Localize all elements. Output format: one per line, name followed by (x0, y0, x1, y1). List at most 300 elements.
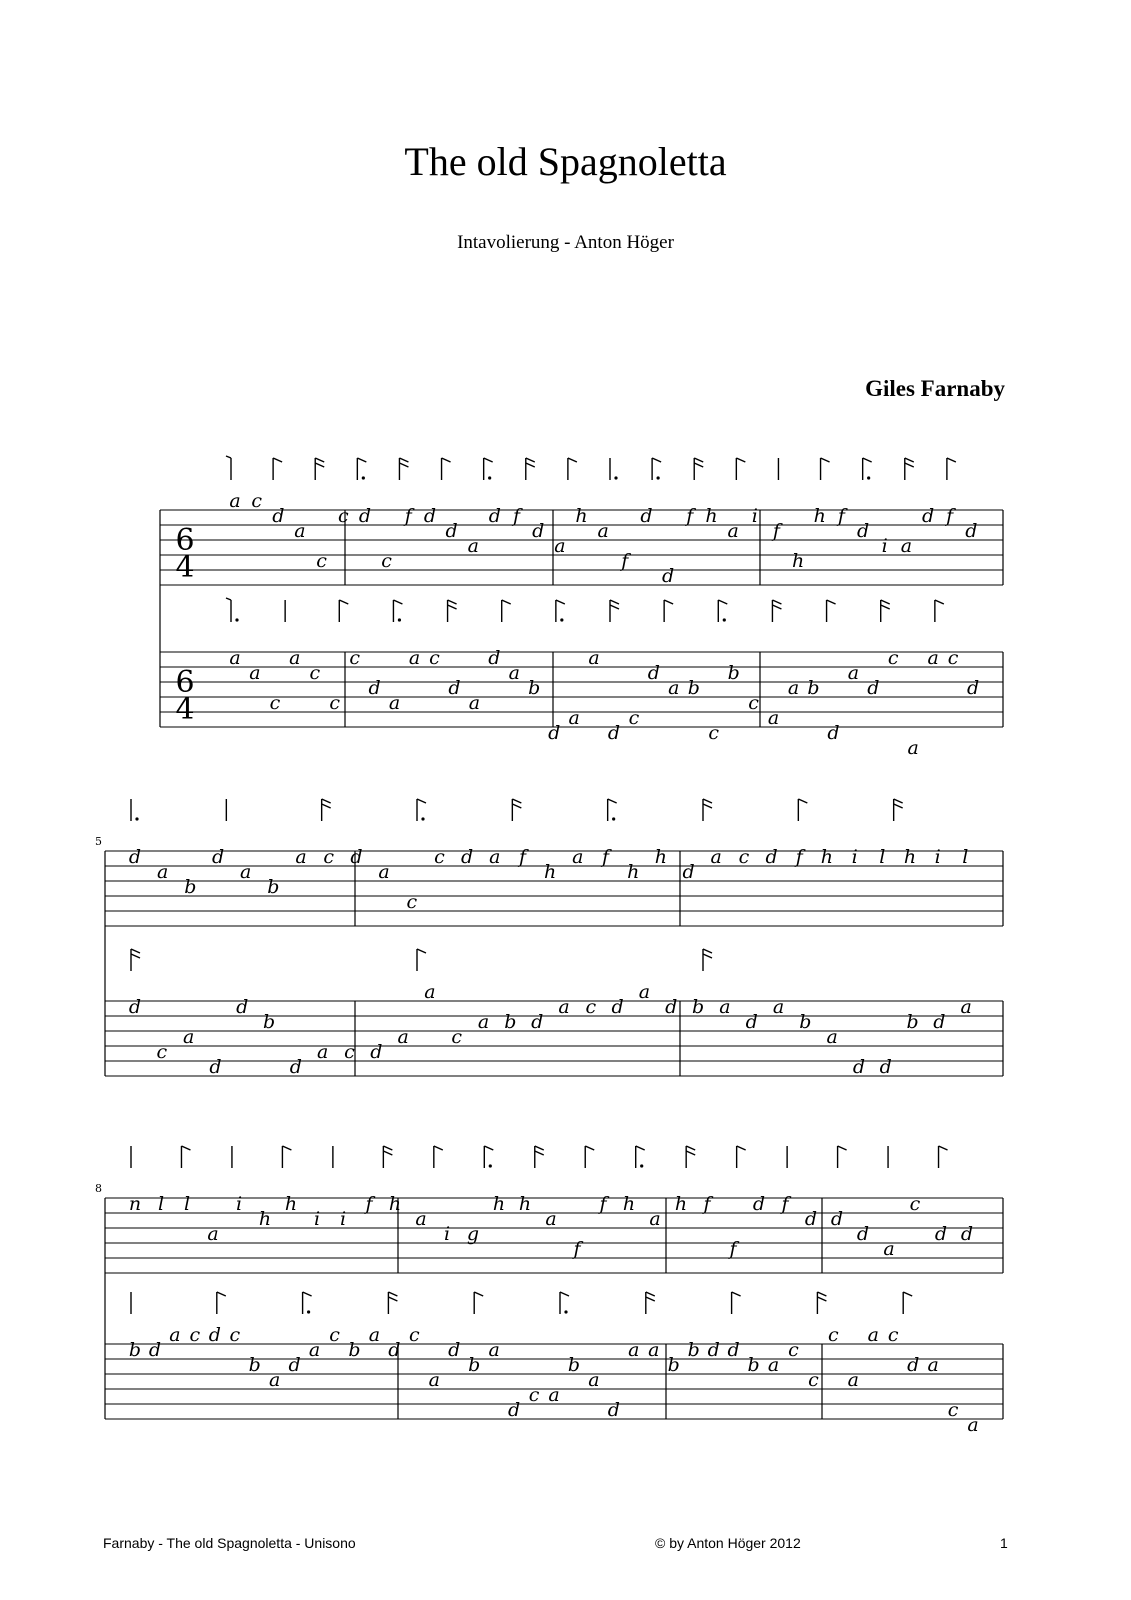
tab-letter: b (468, 1354, 481, 1376)
tab-letter: c (585, 996, 597, 1018)
tab-letter: a (588, 647, 600, 669)
tab-letter: d (358, 505, 372, 527)
tab-letter: h (388, 1193, 402, 1215)
rhythm-flag (388, 1297, 397, 1301)
tab-letter: f (703, 1193, 711, 1215)
tab-letter: d (488, 505, 501, 527)
tab-letter: h (492, 1193, 506, 1215)
tab-letter: a (558, 996, 570, 1018)
tab-letter: i (313, 1208, 321, 1230)
tab-letter: d (488, 647, 501, 669)
rhythm-flag (556, 600, 565, 604)
rhythm-flag (703, 799, 712, 803)
tab-letter: a (787, 677, 800, 699)
rhythm-flag (905, 463, 914, 467)
rhythm-flag (442, 458, 451, 462)
tab-letter: c (156, 1041, 168, 1063)
tab-letter: a (169, 1324, 181, 1346)
tab-letter: l (962, 846, 969, 868)
tab-letter: a (289, 647, 301, 669)
tab-letter: d (607, 1399, 620, 1421)
rhythm-flag (399, 458, 408, 462)
rhythm-flag (226, 598, 231, 600)
rhythm-flag (434, 1146, 443, 1150)
rhythm-dot (640, 1164, 643, 1167)
rhythm-flag (339, 600, 348, 604)
tab-letter: d (448, 677, 461, 699)
tab-letter: c (406, 891, 418, 913)
tab-letter: b (687, 1339, 700, 1361)
tab-letter: h (813, 505, 826, 527)
rhythm-flag (512, 799, 521, 803)
tab-letter: a (368, 1324, 381, 1346)
rhythm-flag (388, 1292, 397, 1296)
tab-letter: b (267, 876, 280, 898)
rhythm-flag (585, 1146, 594, 1150)
tab-letter: h (544, 861, 557, 883)
time-signature-top: 6 (175, 665, 195, 700)
tab-letter: a (847, 662, 860, 684)
rhythm-flag (703, 954, 712, 958)
tab-letter: d (508, 1399, 521, 1421)
tab-letter: l (157, 1193, 165, 1215)
tab-letter: d (647, 662, 660, 684)
tab-letter: d (966, 677, 980, 699)
tab-letter: a (597, 520, 609, 542)
tab-letter: h (284, 1193, 298, 1215)
tab-letter: b (567, 1354, 581, 1376)
tab-letter: f (729, 1238, 737, 1260)
tab-letter: c (269, 692, 281, 714)
tab-letter: d (209, 1056, 222, 1078)
tab-letter: f (795, 846, 803, 868)
rhythm-flag (217, 1292, 226, 1296)
tab-letter: i (751, 505, 758, 527)
tab-letter: a (294, 520, 306, 542)
rhythm-dot (657, 476, 660, 479)
rhythm-flag (417, 799, 426, 803)
tab-letter: a (568, 707, 580, 729)
rhythm-flag (474, 1292, 483, 1296)
tab-letter: f (946, 505, 954, 527)
time-signature-top: 6 (175, 523, 195, 558)
tab-letter: g (466, 1223, 480, 1245)
tab-letter: a (428, 1369, 440, 1391)
tab-letter: f (686, 505, 694, 527)
tab-letter: a (883, 1238, 895, 1260)
rhythm-flag (694, 458, 703, 462)
rhythm-dot (135, 817, 138, 820)
rhythm-dot (307, 1310, 310, 1313)
rhythm-dot (421, 817, 424, 820)
rhythm-flag (322, 799, 331, 803)
rhythm-flag (315, 458, 324, 462)
time-signature-bottom: 4 (175, 692, 195, 727)
rhythm-flag (817, 1292, 826, 1296)
tab-letter: n (128, 1193, 142, 1215)
tab-letter: d (765, 846, 778, 868)
rhythm-flag (484, 458, 493, 462)
tab-letter: a (648, 1339, 660, 1361)
tab-letter: a (548, 1384, 560, 1406)
tab-letter: c (309, 662, 321, 684)
rhythm-flag (646, 1292, 655, 1296)
tab-letter: f (772, 520, 780, 542)
rhythm-flag (535, 1151, 544, 1155)
tab-letter: a (927, 647, 939, 669)
arranger-credit: Intavolierung - Anton Höger (457, 232, 674, 253)
tab-letter: a (967, 1414, 979, 1436)
tab-letter: c (947, 647, 959, 669)
footer-page-number: 1 (1000, 1535, 1008, 1551)
tab-letter: c (887, 1324, 899, 1346)
tab-letter: h (674, 1193, 688, 1215)
tab-letter: b (727, 662, 740, 684)
tab-letter: f (573, 1238, 581, 1260)
tab-letter: d (707, 1339, 720, 1361)
rhythm-flag (181, 1146, 190, 1150)
rhythm-dot (564, 1310, 567, 1313)
rhythm-flag (608, 799, 617, 803)
tab-letter: d (933, 1011, 946, 1033)
tab-letter: c (451, 1026, 463, 1048)
tab-letter: c (337, 505, 349, 527)
tab-letter: c (323, 846, 335, 868)
tab-letter: a (727, 520, 739, 542)
rhythm-flag (610, 600, 619, 604)
tab-letter: h (903, 846, 917, 868)
rhythm-flag (322, 804, 331, 808)
rhythm-dot (723, 618, 726, 621)
rhythm-flag (399, 463, 408, 467)
tab-letter: d (531, 1011, 544, 1033)
tab-letter: b (348, 1339, 361, 1361)
tab-letter: b (262, 1011, 276, 1033)
tab-letter: c (434, 846, 445, 868)
rhythm-flag (718, 600, 727, 604)
rhythm-flag (636, 1146, 645, 1150)
tab-letter: a (927, 1354, 939, 1376)
tab-letter: d (445, 520, 458, 542)
tab-letter: a (415, 1208, 427, 1230)
tab-letter: i (851, 846, 858, 868)
tab-letter: h (705, 505, 718, 527)
rhythm-flag (732, 1292, 741, 1296)
tab-letter: c (329, 1324, 340, 1346)
tab-letter: d (907, 1354, 920, 1376)
tab-letter: a (207, 1223, 219, 1245)
rhythm-flag (315, 463, 324, 467)
rhythm-flag (894, 799, 903, 803)
tab-letter: d (804, 1208, 818, 1230)
tab-letter: c (628, 707, 640, 729)
tab-letter: a (900, 535, 913, 557)
tab-letter: c (409, 1324, 420, 1346)
tab-letter: a (229, 647, 241, 669)
tab-letter: b (248, 1354, 261, 1376)
tab-letter: a (157, 861, 169, 883)
tab-letter: d (934, 1223, 948, 1245)
tab-letter: d (611, 996, 624, 1018)
rhythm-dot (867, 476, 870, 479)
tab-letter: d (665, 996, 678, 1018)
rhythm-flag (686, 1146, 695, 1150)
tab-letter: i (881, 535, 888, 557)
rhythm-flag (417, 949, 426, 953)
tab-letter: d (211, 846, 225, 868)
rhythm-dot (560, 618, 563, 621)
composer-name: Giles Farnaby (865, 376, 1005, 401)
tab-letter: a (182, 1026, 195, 1048)
tab-letter: d (236, 996, 249, 1018)
rhythm-flag (736, 458, 745, 462)
rhythm-flag (303, 1292, 312, 1296)
rhythm-flag (694, 463, 703, 467)
rhythm-flag (686, 1151, 695, 1155)
rhythm-flag (798, 799, 807, 803)
tab-letter: b (906, 1011, 919, 1033)
tab-letter: c (251, 490, 262, 512)
tab-letter: a (572, 846, 584, 868)
tab-letter: b (799, 1011, 812, 1033)
tab-letter: d (662, 565, 675, 587)
tab-letter: d (856, 1223, 870, 1245)
rhythm-flag (646, 1297, 655, 1301)
tab-letter: d (448, 1339, 461, 1361)
tab-letter: i (339, 1208, 347, 1230)
rhythm-flag (448, 605, 457, 609)
tab-letter: l (183, 1193, 191, 1215)
rhythm-flag (939, 1146, 948, 1150)
tab-letter: a (468, 692, 481, 714)
tab-letter: a (240, 861, 252, 883)
tab-letter: c (748, 692, 759, 714)
tab-letter: a (826, 1026, 838, 1048)
tab-letter: a (489, 846, 501, 868)
tab-letter: c (349, 647, 361, 669)
tab-letter: b (128, 1339, 142, 1361)
rhythm-flag (947, 458, 956, 462)
tab-letter: d (289, 1056, 302, 1078)
tab-letter: a (668, 677, 680, 699)
rhythm-flag (131, 954, 140, 958)
tab-letter: a (767, 1354, 780, 1376)
tab-letter: d (830, 1208, 844, 1230)
tab-letter: h (258, 1208, 272, 1230)
rhythm-flag (273, 458, 282, 462)
tab-letter: c (788, 1339, 799, 1361)
tab-letter: c (381, 550, 392, 572)
tab-letter: a (847, 1369, 859, 1391)
time-signature-bottom: 4 (175, 550, 195, 585)
tab-letter: d (856, 520, 870, 542)
rhythm-flag (131, 949, 140, 953)
tab-letter: a (249, 662, 261, 684)
tab-letter: b (528, 677, 541, 699)
tab-letter: a (867, 1324, 879, 1346)
rhythm-flag (560, 1292, 569, 1296)
tab-letter: d (128, 846, 142, 868)
rhythm-flag (903, 1292, 912, 1296)
rhythm-dot (398, 618, 401, 621)
tab-letter: d (745, 1011, 758, 1033)
rhythm-flag (484, 1146, 493, 1150)
tab-letter: d (921, 505, 935, 527)
tab-letter: c (316, 550, 327, 572)
tab-letter: a (628, 1339, 640, 1361)
tab-letter: d (128, 996, 142, 1018)
tab-letter: d (288, 1354, 301, 1376)
tab-letter: f (365, 1193, 373, 1215)
tab-letter: b (807, 677, 820, 699)
tab-letter: h (575, 505, 588, 527)
rhythm-flag (772, 605, 781, 609)
tab-letter: h (820, 846, 834, 868)
rhythm-flag (838, 1146, 847, 1150)
tab-letter: d (461, 846, 474, 868)
tab-letter: b (691, 996, 705, 1018)
rhythm-flag (772, 600, 781, 604)
rhythm-flag (821, 458, 830, 462)
tab-letter: b (504, 1011, 517, 1033)
tab-letter: b (667, 1354, 680, 1376)
tab-letter: d (148, 1339, 162, 1361)
tab-letter: f (599, 1193, 607, 1215)
tab-letter: d (640, 505, 653, 527)
tab-letter: a (554, 535, 566, 557)
rhythm-dot (235, 618, 238, 621)
tab-letter: f (837, 505, 845, 527)
rhythm-flag (652, 458, 661, 462)
tab-letter: a (229, 490, 241, 512)
rhythm-flag (863, 458, 872, 462)
footer-copyright: © by Anton Höger 2012 (655, 1535, 801, 1551)
tab-letter: a (388, 692, 401, 714)
tab-letter: a (710, 846, 722, 868)
tab-letter: d (752, 1193, 766, 1215)
rhythm-flag (610, 605, 619, 609)
tab-letter: c (229, 1324, 241, 1346)
tab-letter: a (488, 1339, 500, 1361)
rhythm-flag (383, 1151, 392, 1155)
rhythm-flag (357, 458, 366, 462)
tab-letter: f (404, 505, 412, 527)
rhythm-flag (817, 1297, 826, 1301)
tab-letter: a (767, 707, 780, 729)
tab-letter: a (638, 981, 651, 1003)
measure-number: 8 (95, 1182, 102, 1195)
rhythm-flag (393, 600, 402, 604)
rhythm-flag (282, 1146, 291, 1150)
tab-letter: i (934, 846, 941, 868)
footer-left: Farnaby - The old Spagnoletta - Unisono (103, 1535, 356, 1551)
tab-letter: a (295, 846, 307, 868)
tab-letter: l (879, 846, 886, 868)
rhythm-flag (894, 804, 903, 808)
rhythm-flag (881, 605, 890, 609)
tab-letter: a (719, 996, 731, 1018)
tab-letter: d (727, 1339, 740, 1361)
rhythm-flag (535, 1146, 544, 1150)
tab-letter: d (272, 505, 285, 527)
tab-letter: i (443, 1223, 451, 1245)
rhythm-flag (568, 458, 577, 462)
tab-letter: a (317, 1041, 329, 1063)
tab-letter: c (429, 647, 440, 669)
rhythm-dot (362, 476, 365, 479)
tab-letter: d (548, 722, 561, 744)
rhythm-flag (935, 600, 944, 604)
rhythm-flag (664, 600, 673, 604)
rhythm-flag (512, 804, 521, 808)
rhythm-dot (489, 1164, 492, 1167)
rhythm-flag (526, 458, 535, 462)
tab-letter: h (622, 1193, 636, 1215)
tab-letter: f (601, 846, 610, 868)
tab-letter: d (350, 846, 363, 868)
tab-letter: a (960, 996, 972, 1018)
tab-letter: f (621, 550, 629, 572)
tab-letter: d (370, 1041, 383, 1063)
tab-letter: a (477, 1011, 490, 1033)
tab-letter: a (408, 647, 421, 669)
rhythm-flag (448, 600, 457, 604)
tab-letter: a (308, 1339, 321, 1361)
tab-letter: h (791, 550, 805, 572)
rhythm-flag (502, 600, 511, 604)
tab-letter: d (960, 1223, 974, 1245)
tab-letter: h (518, 1193, 532, 1215)
tab-letter: c (909, 1193, 921, 1215)
tab-letter: f (513, 505, 521, 527)
tab-letter: d (208, 1324, 221, 1346)
rhythm-flag (827, 600, 836, 604)
tab-letter: c (708, 722, 720, 744)
tab-letter: c (887, 647, 899, 669)
tab-letter: a (545, 1208, 557, 1230)
rhythm-flag (881, 600, 890, 604)
tab-letter: d (879, 1056, 892, 1078)
tab-letter: c (808, 1369, 819, 1391)
tab-letter: a (397, 1026, 409, 1048)
tab-letter: d (852, 1056, 866, 1078)
tab-letter: d (827, 722, 840, 744)
rhythm-flag (905, 458, 914, 462)
tab-letter: c (344, 1041, 355, 1063)
rhythm-dot (488, 476, 491, 479)
rhythm-flag (226, 456, 231, 458)
tab-letter: c (947, 1399, 959, 1421)
tab-letter: a (378, 861, 390, 883)
rhythm-flag (383, 1146, 392, 1150)
rhythm-flag (737, 1146, 746, 1150)
tab-letter: b (747, 1354, 760, 1376)
tab-letter: a (907, 737, 919, 759)
tab-letter: a (269, 1369, 281, 1391)
tab-letter: c (528, 1384, 540, 1406)
rhythm-dot (614, 476, 617, 479)
tab-letter: a (508, 662, 520, 684)
tab-letter: d (532, 520, 545, 542)
tab-letter: a (424, 981, 436, 1003)
measure-number: 5 (95, 835, 102, 848)
rhythm-dot (612, 817, 615, 820)
tab-letter: a (772, 996, 785, 1018)
rhythm-flag (703, 949, 712, 953)
tab-letter: b (687, 677, 700, 699)
tab-letter: d (607, 722, 621, 744)
tab-letter: c (329, 692, 341, 714)
